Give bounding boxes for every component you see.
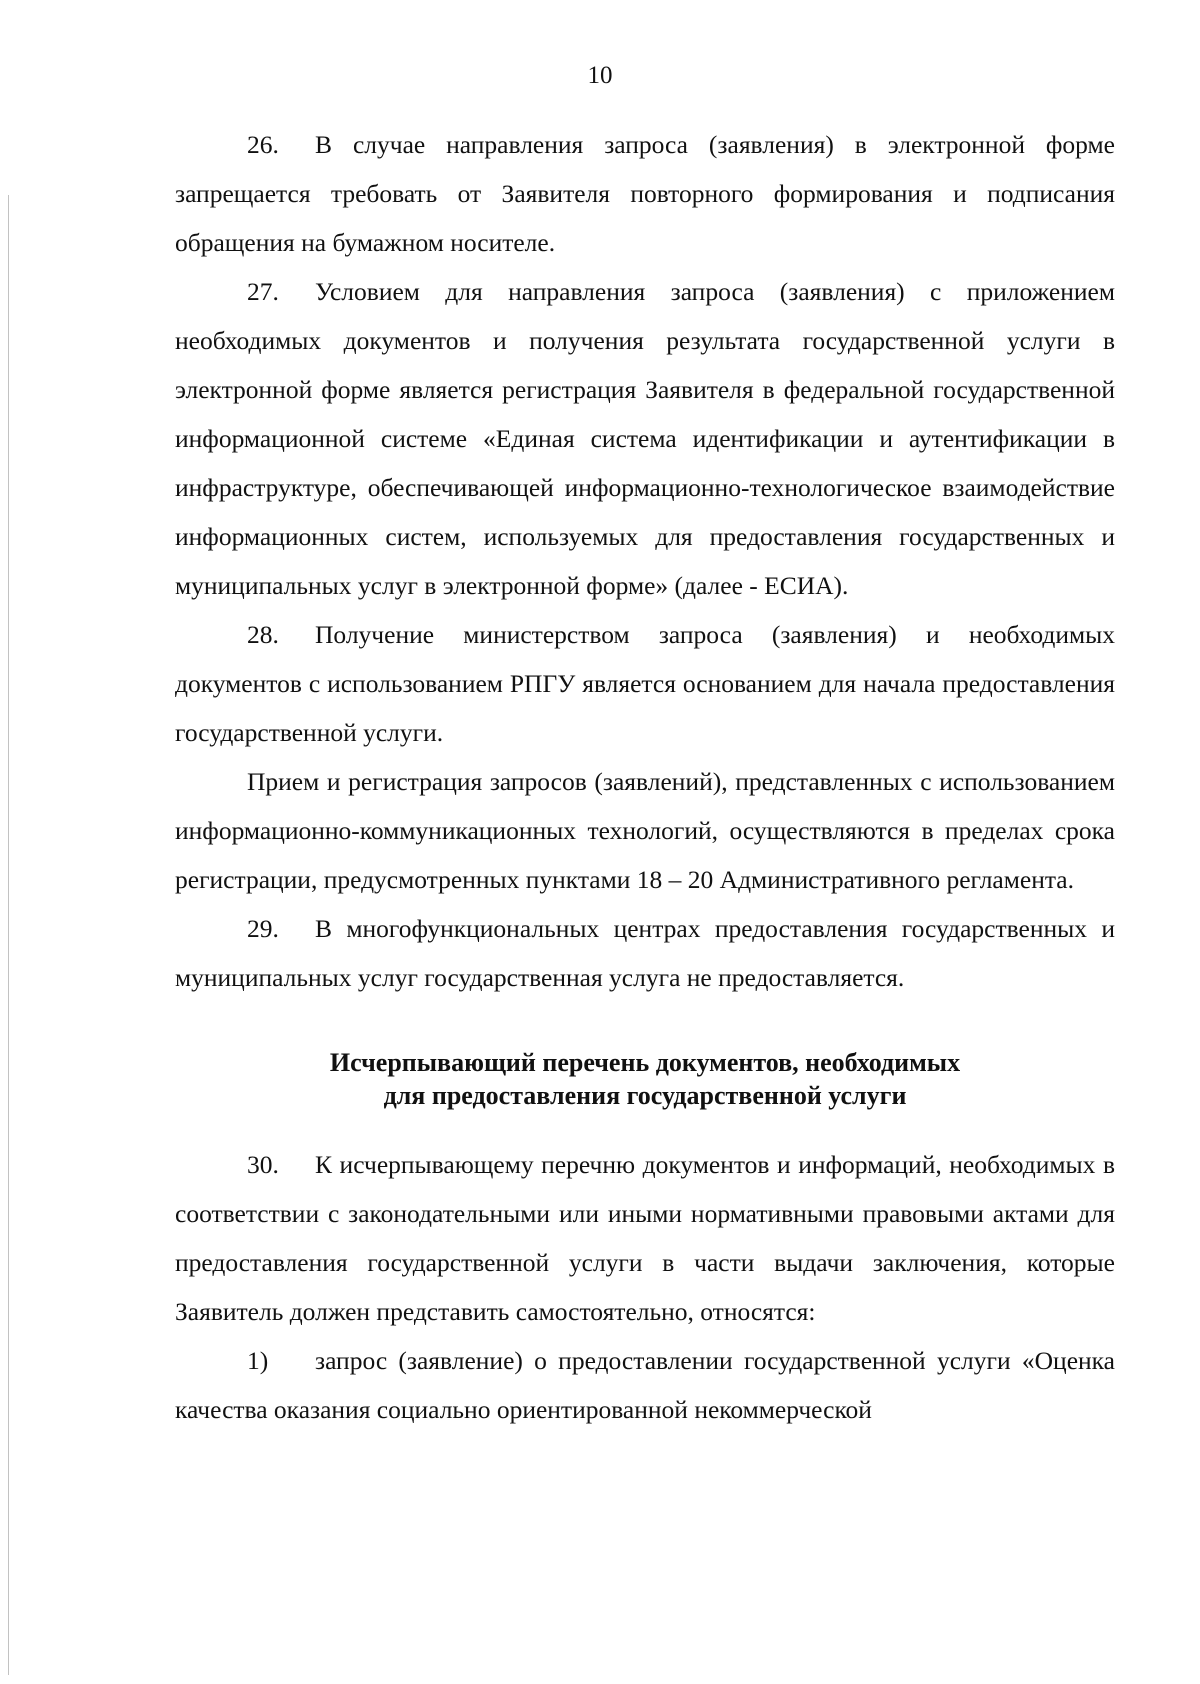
paragraph-29 [175, 904, 1115, 1002]
list-item-1 [175, 1336, 1115, 1434]
paragraph-26 [175, 120, 1115, 267]
paragraph-text: К исчерпывающему перечню документов и информаций, необходимых в соответствии с законодательными или иными нормативными правовыми актами для предоставления государственной услуги в части выдачи заключения, которые Заявитель должен представить самостоятельно, относятся: [175, 1150, 1115, 1326]
paragraph-text: запрос (заявление) о предоставлении государственной услуги «Оценка качества оказания социально ориентированной некоммерческой [175, 1346, 1115, 1424]
scan-edge-line [8, 195, 9, 1675]
item-number: 26. [247, 130, 279, 159]
item-number: 29. [247, 914, 279, 943]
paragraph-30 [175, 1140, 1115, 1336]
document-body [175, 120, 1115, 1434]
paragraph-28-continued [175, 757, 1115, 904]
page-number: 10 [587, 62, 613, 89]
section-heading [175, 1046, 1115, 1112]
paragraph-text: Прием и регистрация запросов (заявлений), представленных с использованием информационно-коммуникационных технологий, осуществляются в пределах срока регистрации, предусмотренных пунктами 18 – 20 Административного регламента. [175, 767, 1115, 894]
paragraph-text: Условием для направления запроса (заявления) с приложением необходимых документов и получения результата государственной услуги в электронной форме является регистрация Заявителя в федеральной государственной информационной системе «Единая система идентификации и аутентификации в инфраструктуре, обеспечивающей информационно-технологическое взаимодействие информационных систем, используемых для предоставления государственных и муниципальных услуг в электронной форме» (далее - ЕСИА). [175, 277, 1115, 600]
paragraph-28 [175, 610, 1115, 757]
section-heading-line-1: Исчерпывающий перечень документов, необходимых [329, 1048, 961, 1077]
item-number: 27. [247, 277, 279, 306]
paragraph-text: Получение министерством запроса (заявления) и необходимых документов с использованием РПГУ является основанием для начала предоставления государственной услуги. [175, 620, 1115, 747]
item-number: 30. [247, 1150, 279, 1179]
section-heading-line-2: для предоставления государственной услуги [383, 1081, 907, 1110]
paragraph-text: В многофункциональных центрах предоставления государственных и муниципальных услуг государственная услуга не предоставляется. [175, 914, 1115, 992]
item-number: 28. [247, 620, 279, 649]
paragraph-27 [175, 267, 1115, 610]
item-number: 1) [247, 1346, 269, 1375]
paragraph-text: В случае направления запроса (заявления) в электронной форме запрещается требовать от Заявителя повторного формирования и подписания обращения на бумажном носителе. [175, 130, 1115, 257]
